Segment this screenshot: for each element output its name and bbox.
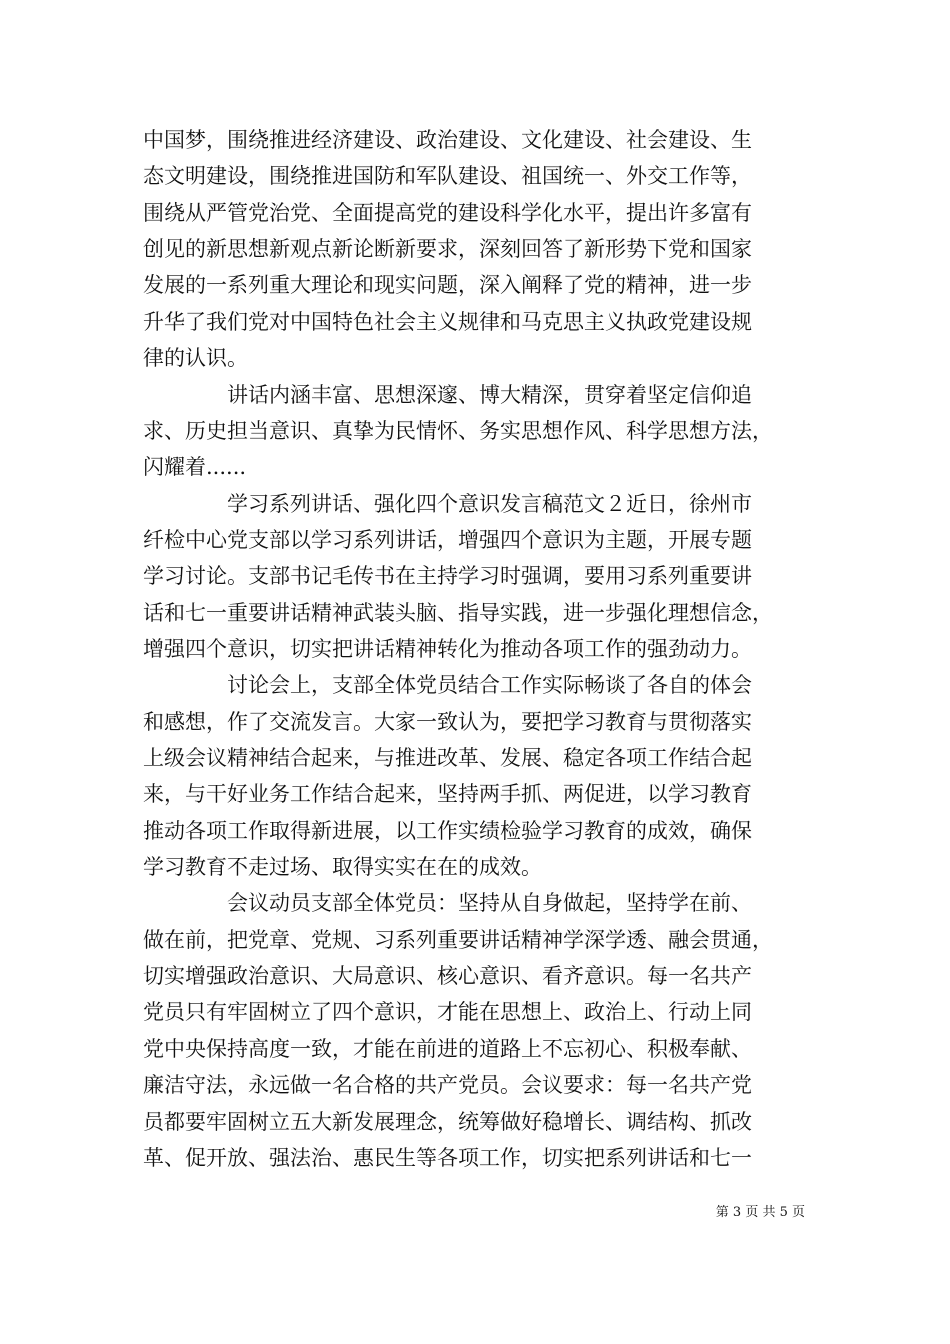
text-line: 升华了我们党对中国特色社会主义规律和马克思主义执政党建设规 — [143, 309, 752, 334]
text-line: 革、促开放、强法治、惠民生等各项工作，切实把系列讲话和七一 — [143, 1145, 752, 1170]
text-line: 和感想，作了交流发言。大家一致认为，要把学习教育与贯彻落实 — [143, 709, 752, 734]
text-line: 来，与干好业务工作结合起来，坚持两手抓、两促进，以学习教育 — [143, 782, 752, 807]
text-line: 推动各项工作取得新进展，以工作实绩检验学习教育的成效，确保 — [143, 818, 752, 843]
text-line: 切实增强政治意识、大局意识、核心意识、看齐意识。每一名共产 — [143, 964, 752, 989]
text-line: 创见的新思想新观点新论断新要求，深刻回答了新形势下党和国家 — [143, 237, 752, 262]
text-line: 上级会议精神结合起来，与推进改革、发展、稳定各项工作结合起 — [143, 746, 752, 770]
text-line: 纤检中心党支部以学习系列讲话，增强四个意识为主题，开展专题 — [143, 527, 752, 552]
text-line: 学习系列讲话、强化四个意识发言稿范文２近日，徐州市 — [143, 491, 752, 516]
text-line: 闪耀着...... — [143, 455, 247, 480]
text-line: 做在前，把党章、党规、习系列重要讲话精神学深学透、融会贯通， — [143, 927, 773, 952]
text-line: 求、历史担当意识、真挚为民情怀、务实思想作风、科学思想方法， — [143, 418, 773, 443]
text-line: 会议动员支部全体党员：坚持从自身做起，坚持学在前、 — [143, 891, 752, 916]
text-line: 围绕从严管党治党、全面提高党的建设科学化水平，提出许多富有 — [143, 200, 752, 225]
text-line: 党员只有牢固树立了四个意识，才能在思想上、政治上、行动上同 — [143, 1000, 752, 1025]
text-line: 党中央保持高度一致，才能在前进的道路上不忘初心、积极奉献、 — [143, 1036, 752, 1061]
page-number: 第 3 页 共 5 页 — [715, 1205, 805, 1220]
text-line: 律的认识。 — [143, 346, 248, 371]
text-line: 增强四个意识，切实把讲话精神转化为推动各项工作的强劲动力。 — [143, 636, 752, 661]
text-line: 学习教育不走过场、取得实实在在的成效。 — [143, 855, 542, 879]
text-line: 员都要牢固树立五大新发展理念，统筹做好稳增长、调结构、抓改 — [143, 1109, 752, 1134]
text-line: 态文明建设，围绕推进国防和军队建设、祖国统一、外交工作等， — [143, 164, 752, 189]
text-line: 讲话内涵丰富、思想深邃、博大精深，贯穿着坚定信仰追 — [143, 382, 752, 407]
text-line: 话和七一重要讲话精神武装头脑、指导实践，进一步强化理想信念， — [143, 600, 773, 625]
text-line: 发展的一系列重大理论和现实问题，深入阐释了党的精神，进一步 — [143, 273, 752, 298]
text-line: 讨论会上，支部全体党员结合工作实际畅谈了各自的体会 — [143, 673, 752, 698]
text-line: 廉洁守法，永远做一名合格的共产党员。会议要求：每一名共产党 — [143, 1073, 752, 1098]
text-line: 中国梦，围绕推进经济建设、政治建设、文化建设、社会建设、生 — [143, 128, 752, 152]
text-line: 学习讨论。支部书记毛传书在主持学习时强调，要用习系列重要讲 — [143, 564, 752, 589]
